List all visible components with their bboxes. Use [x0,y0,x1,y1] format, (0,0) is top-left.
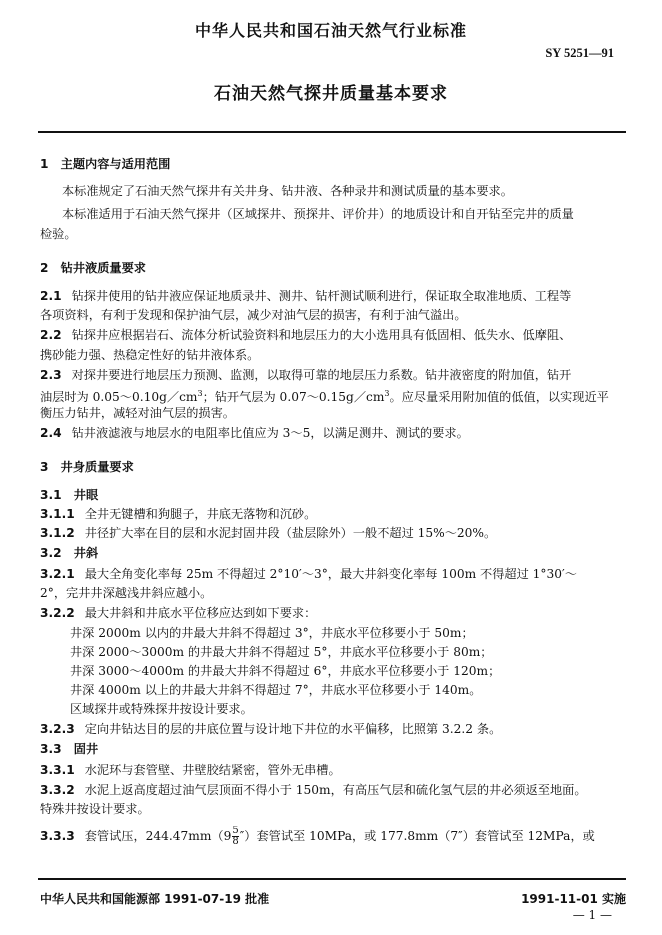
clause-number: 3.2.1 [40,567,75,581]
section-1-paragraph-2-cont: 检验。 [40,227,77,241]
fraction-numerator: 5 [232,826,239,836]
density-note: 。应尽量采用附加值的低值，以实现近平 [389,390,609,405]
clause-number: 3.2.3 [40,722,75,736]
superscript: 3 [197,389,203,398]
clause-3-2-2 [40,604,626,622]
clause-text: 套管试压，244.47mm（9 [84,829,232,843]
density-gas: ；钻开气层为 0.07～0.15g／cm [202,390,385,405]
clause-3-3-1 [40,761,626,779]
header-rule [38,131,626,133]
clause-2-2-cont: 携砂能力强、热稳定性好的钻井液体系。 [40,348,260,362]
clause-text-cont: ″）套管试至 10MPa，或 177.8mm（7″）套管试至 12MPa，或 [239,829,595,843]
standard-title: 中华人民共和国石油天然气行业标准 [194,21,467,40]
clause-3-3-heading: 3.3 固井 [40,742,99,756]
clause-3-2-1-cont: 2°，完井井深越浅井斜应越小。 [40,586,213,600]
clause-text: 全井无键槽和狗腿子，井底无落物和沉砂。 [84,507,317,521]
clause-text: 井径扩大率在目的层和水泥封固井段（盐层除外）一般不超过 15%～20%。 [84,526,497,540]
fraction-denominator: 8 [232,836,239,847]
clause-text: 钻探井使用的钻井液应保证地质录井、测井、钻杆测试顺利进行，保证取全取准地质、工程等 [71,289,572,303]
requirement-line-4: 井深 4000m 以上的井最大井斜不得超过 7°，井底水平位移要小于 140m。 [70,683,482,697]
requirement-line-2: 井深 2000～3000m 的井最大井斜不得超过 5°，井底水平位移要小于 80m； [70,645,493,659]
clause-2-3 [40,366,626,384]
clause-text: 最大全角变化率每 25m 不得超过 2°10′～3°，最大井斜变化率每 100m 不得超过 1°30′～ [84,567,577,581]
clause-text: 水泥上返高度超过油气层顶面不得小于 150m，有高压气层和硫化氢气层的井必须返至地面。 [84,783,587,797]
section-3-heading: 3 井身质量要求 [40,460,134,474]
clause-text: 最大井斜和井底水平位移应达到如下要求： [84,606,317,620]
clause-number: 3.1.1 [40,507,75,521]
footer-rule [38,878,626,880]
clause-3-1-2 [40,524,626,542]
clause-number: 2.3 [40,368,62,382]
requirement-line-5: 区域探井或特殊探井按设计要求。 [70,702,253,716]
clause-number: 3.3.3 [40,829,75,843]
superscript: 3 [384,389,390,398]
clause-text: 钻井液滤液与地层水的电阻率比值应为 3～5，以满足测井、测试的要求。 [71,426,469,440]
clause-number: 2.1 [40,289,62,303]
clause-2-3-cont-2: 衡压力钻井，减轻对油气层的损害。 [40,406,235,420]
clause-number: 2.4 [40,426,62,440]
clause-3-2-3 [40,720,626,738]
clause-3-1-1 [40,505,626,523]
standard-code: SY 5251—91 [545,46,614,60]
clause-2-4 [40,424,626,442]
clause-2-2 [40,326,626,344]
density-oil: 油层时为 0.05～0.10g／cm [40,390,198,405]
document-title: 石油天然气探井质量基本要求 [214,84,448,104]
section-1-heading: 1 主题内容与适用范围 [40,157,171,171]
clause-2-3-cont [40,385,626,406]
clause-number: 3.1.2 [40,526,75,540]
section-1-paragraph-2: 本标准适用于石油天然气探井（区域探井、预探井、评价井）的地质设计和自开钻至完井的质量 [62,207,574,221]
clause-number: 3.3.2 [40,783,75,797]
clause-number: 2.2 [40,328,62,342]
clause-3-3-3 [40,826,626,847]
section-2-heading: 2 钻井液质量要求 [40,261,146,275]
section-1-paragraph-1: 本标准规定了石油天然气探井有关井身、钻井液、各种录井和测试质量的基本要求。 [62,184,513,198]
page-number: — 1 — [572,908,612,922]
fraction [232,826,238,847]
clause-3-3-2-cont: 特殊井按设计要求。 [40,802,150,816]
requirement-line-3: 井深 3000～4000m 的井最大井斜不得超过 6°，井底水平位移要小于 120m； [70,664,501,678]
clause-3-3-2 [40,781,626,799]
clause-text: 定向井钻达目的层的井底位置与设计地下井位的水平偏移，比照第 3.2.2 条。 [84,722,502,736]
implementation-date: 1991-11-01 实施 [521,892,626,906]
clause-text: 钻探井应根据岩石、流体分析试验资料和地层压力的大小选用具有低固相、低失水、低摩阻、 [71,328,572,342]
clause-3-2-heading: 3.2 井斜 [40,546,99,560]
clause-text: 水泥环与套管壁、井壁胶结紧密，管外无串槽。 [84,763,341,777]
clause-number: 3.3.1 [40,763,75,777]
clause-2-1 [40,287,626,305]
clause-number: 3.2.2 [40,606,75,620]
clause-3-1-heading: 3.1 井眼 [40,488,99,502]
approval-line: 中华人民共和国能源部 1991-07-19 批准 [40,892,270,906]
clause-text: 对探井要进行地层压力预测、监测，以取得可靠的地层压力系数。钻井液密度的附加值，钻开 [71,368,572,382]
requirement-line-1: 井深 2000m 以内的井最大井斜不得超过 3°，井底水平位移要小于 50m； [70,626,474,640]
clause-2-1-cont: 各项资料，有利于发现和保护油气层，减少对油气层的损害，有利于油气溢出。 [40,308,467,322]
clause-3-2-1 [40,565,626,583]
